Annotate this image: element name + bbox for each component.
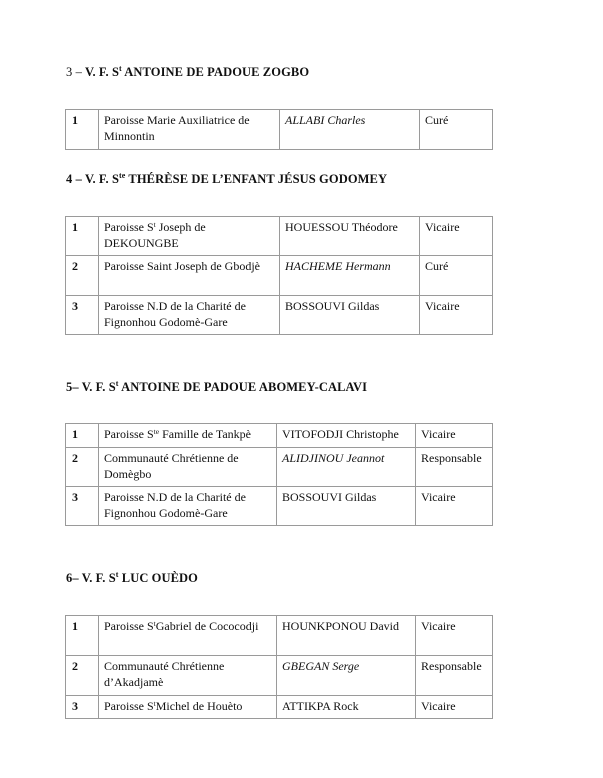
section-title-part: THÉRÈSE DE L’ENFANT JÉSUS GODOMEY [125,172,388,186]
row-number: 1 [66,217,99,256]
parish-text: Paroisse Marie Auxiliatrice de Minnontin [104,113,250,143]
name-cell: BOSSOUVI Gildas [277,487,416,526]
role-cell: Vicaire [416,424,493,448]
row-number: 3 [66,487,99,526]
name-cell: HOUESSOU Théodore [280,217,420,256]
parish-cell [99,696,277,719]
parish-text: Communauté Chrétienne d’Akadjamè [104,659,225,689]
parish-cell [99,217,280,256]
parish-text: Paroisse S [104,699,154,713]
name-cell: HOUNKPONOU David [277,616,416,656]
section-3-heading [66,65,309,80]
section-number: 6– [66,571,79,585]
name-cell: ATTIKPA Rock [277,696,416,719]
parish-cell [99,656,277,696]
row-number: 2 [66,448,99,487]
row-number: 1 [66,616,99,656]
section-title-part: ANTOINE DE PADOUE ZOGBO [121,65,310,79]
section-4-heading [66,172,387,187]
parish-cell [99,487,277,526]
role-cell: Vicaire [416,616,493,656]
parish-text: Communauté Chrétienne de Domègbo [104,451,239,481]
parish-cell [99,296,280,335]
name-cell: BOSSOUVI Gildas [280,296,420,335]
table-row [66,424,493,448]
row-number: 2 [66,256,99,296]
row-number: 2 [66,656,99,696]
parish-text: Paroisse S [104,427,154,441]
parish-cell [99,256,280,296]
parish-superscript: t [153,220,156,229]
name-cell: ALIDJINOU Jeannot [277,448,416,487]
name-cell: VITOFODJI Christophe [277,424,416,448]
parish-superscript: t [153,619,156,628]
role-cell: Vicaire [420,217,493,256]
parish-cell [99,424,277,448]
section-5-heading [66,380,367,395]
role-cell: Vicaire [420,296,493,335]
row-number: 3 [66,296,99,335]
row-number: 1 [66,424,99,448]
parish-cell [99,110,280,150]
role-cell: Responsable [416,448,493,487]
section-number: 5– [66,380,79,394]
name-cell: ALLABI Charles [280,110,420,150]
section-title-part: V. F. S [84,65,119,79]
parish-text: Paroisse N.D de la Charité de Fignonhou Godomè-Gare [104,490,246,520]
section-title-superscript: t [119,64,122,73]
section-number: 4 – [66,172,82,186]
name-cell: HACHEME Hermann [280,256,420,296]
section-title-part: V. F. S [81,380,116,394]
role-cell: Curé [420,256,493,296]
role-cell: Responsable [416,656,493,696]
parish-text: Paroisse S [104,220,154,234]
role-cell: Curé [420,110,493,150]
section-title-part: V. F. S [84,172,119,186]
section-5-table [65,423,493,526]
parish-text: Gabriel de Cococodji [155,619,259,633]
section-title-superscript: t [115,570,119,579]
parish-text: Famille de Tankpè [159,427,252,441]
section-4-table [65,216,493,335]
role-cell: Vicaire [416,487,493,526]
table-row [66,296,493,335]
table-row [66,256,493,296]
section-3-table [65,109,493,150]
table-row [66,656,493,696]
table-row [66,696,493,719]
table-row [66,217,493,256]
section-number: 3 – [66,65,82,79]
parish-superscript: t [153,699,156,708]
parish-text: Joseph de DEKOUNGBE [104,220,206,250]
row-number: 3 [66,696,99,719]
parish-text: Paroisse S [104,619,154,633]
table-row [66,487,493,526]
section-title-part: LUC OUÈDO [118,571,199,585]
parish-text: Paroisse Saint Joseph de Gbodjè [104,259,260,273]
section-title-superscript: te [119,171,126,180]
parish-text: Paroisse N.D de la Charité de Fignonhou Godomè-Gare [104,299,246,329]
section-title-part: ANTOINE DE PADOUE ABOMEY-CALAVI [118,380,368,394]
parish-text: Michel de Houèto [155,699,243,713]
table-row [66,110,493,150]
name-cell: GBEGAN Serge [277,656,416,696]
section-6-table [65,615,493,719]
table-row [66,448,493,487]
parish-cell [99,616,277,656]
role-cell: Vicaire [416,696,493,719]
parish-superscript: te [153,427,160,436]
section-title-part: V. F. S [81,571,116,585]
section-title-superscript: t [115,379,119,388]
row-number: 1 [66,110,99,150]
section-6-heading [66,571,198,586]
parish-cell [99,448,277,487]
table-row [66,616,493,656]
